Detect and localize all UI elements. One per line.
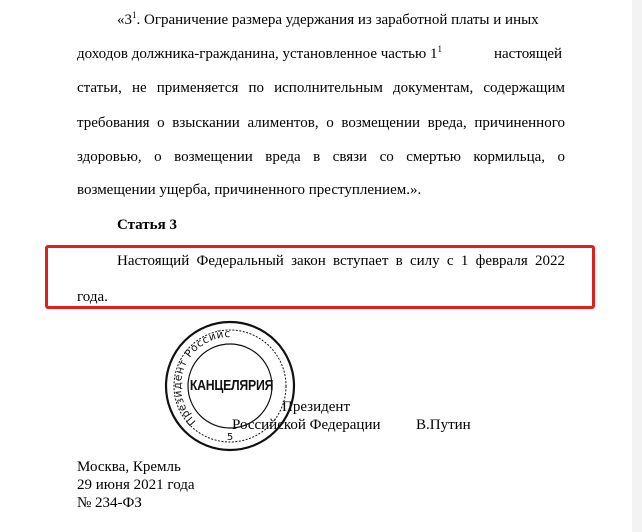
article-heading: Статья 3 [117,217,177,233]
scroll-edge [632,0,642,532]
paragraph-line: требования о взыскании алиментов, о возмещении вреда, причиненного [77,115,565,131]
date-line: 29 июня 2021 года [77,477,195,493]
office-seal [163,319,297,453]
highlight-box [45,245,595,309]
paragraph-line: «$3^1$. Ограничение размера удержания из заработной платы и иных [117,10,539,28]
paragraph-line: здоровью, о возмещении вреда в связи со смертью кормильца, о [77,149,565,165]
signature-name: В.Путин [416,417,471,433]
place-line: Москва, Кремль [77,459,181,475]
law-number: № 234-ФЗ [77,495,142,511]
seal-center-label: КАНЦЕЛЯРИЯ [189,377,274,394]
seal-ring-text: Президент Российс [171,327,232,428]
signature-role: Российской Федерации [232,417,381,433]
seal-number: 5 [226,432,234,443]
paragraph-line: возмещении ущерба, причиненного преступлением.». [77,182,422,198]
article-text-line: Настоящий Федеральный закон вступает в силу с 1 февраля 2022 [117,253,565,269]
paragraph-line: статьи, не применяется по исполнительным документам, содержащим [77,80,565,96]
paragraph-line: доходов должника-гражданина, установленное частью $1^1$ [77,44,442,62]
article-text-line: года. [77,289,108,305]
signature-role: Президент [282,399,350,415]
paragraph-line-end: настоящей [494,46,563,62]
